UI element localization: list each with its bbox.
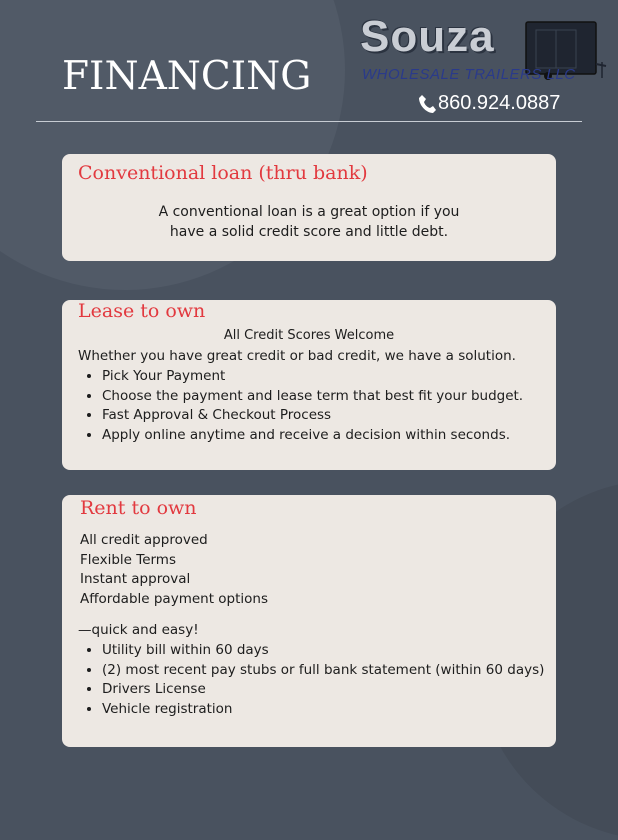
rent-features xyxy=(80,531,268,609)
lease-intro: Whether you have great credit or bad credit, we have a solution. xyxy=(78,348,516,364)
list-item: • Drivers License xyxy=(102,680,544,700)
list-item: • Fast Approval & Checkout Process xyxy=(102,406,523,426)
header-divider xyxy=(36,121,582,122)
feature-line: Flexible Terms xyxy=(80,551,176,568)
lease-subtitle: All Credit Scores Welcome xyxy=(223,328,395,343)
conventional-loan-heading: Conventional loan (thru bank) xyxy=(78,162,368,184)
list-item: • (2) most recent pay stubs or full bank statement (within 60 days) xyxy=(102,661,544,681)
list-item: • Pick Your Payment xyxy=(102,367,523,387)
phone-number[interactable] xyxy=(418,92,560,115)
phone-icon xyxy=(418,94,436,114)
lease-to-own-card xyxy=(62,300,556,470)
rent-note: —quick and easy! xyxy=(78,622,199,638)
rent-to-own-card xyxy=(62,495,556,747)
description-line: have a solid credit score and little debt. xyxy=(169,224,449,240)
list-item: • Utility bill within 60 days xyxy=(102,641,544,661)
lease-bullet-list xyxy=(86,367,523,445)
list-item: • Vehicle registration xyxy=(102,700,544,720)
rent-requirements-list xyxy=(86,641,544,719)
rent-to-own-heading: Rent to own xyxy=(80,497,197,519)
feature-line: All credit approved xyxy=(80,532,208,548)
list-item: • Apply online anytime and receive a decision within seconds. xyxy=(102,426,523,446)
conventional-loan-description xyxy=(62,202,556,242)
phone-number-text: 860.924.0887 xyxy=(438,92,561,114)
feature-line: Affordable payment options xyxy=(80,590,269,607)
logo-subtitle: WHOLESALE TRAILERS LLC xyxy=(362,66,576,83)
lease-to-own-heading: Lease to own xyxy=(78,300,206,322)
logo-name: Souza xyxy=(360,12,495,61)
conventional-loan-card xyxy=(62,154,556,261)
description-line: A conventional loan is a great option if you xyxy=(158,204,460,220)
page-title: FINANCING xyxy=(62,54,312,99)
list-item: • Choose the payment and lease term that best fit your budget. xyxy=(102,387,523,407)
feature-line: Instant approval xyxy=(80,571,191,587)
company-logo xyxy=(358,14,608,86)
